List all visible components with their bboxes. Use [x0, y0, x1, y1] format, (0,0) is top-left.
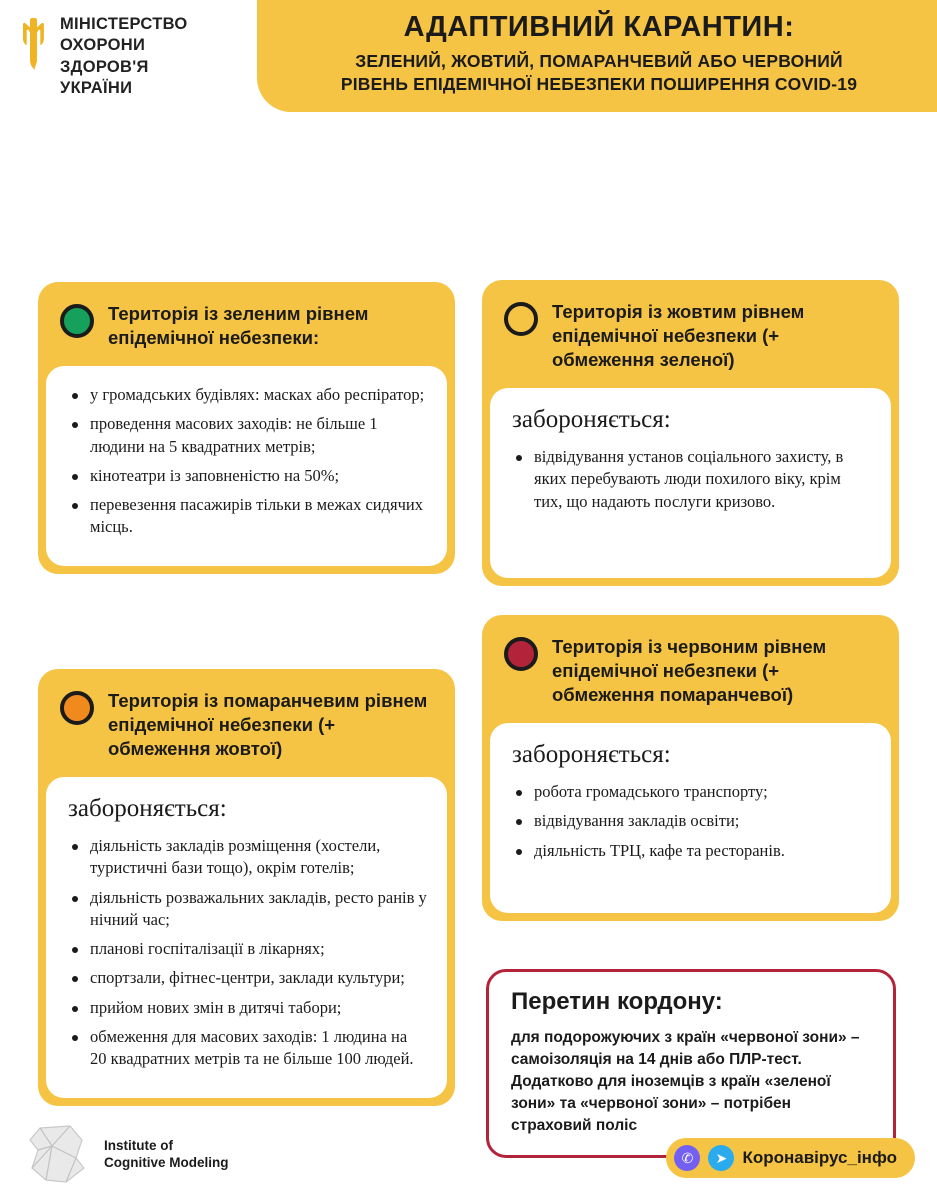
list-item: діяльність закладів розміщення (хостели, туристичні бази тощо), окрім готелів; [68, 835, 427, 880]
card-yellow-level [482, 280, 899, 586]
card-green-level [38, 282, 455, 574]
card-orange-ban-label: забороняється: [68, 795, 227, 823]
banner-subtitle-line-2: РІВЕНЬ ЕПІДЕМІЧНОЇ НЕБЕЗПЕКИ ПОШИРЕННЯ COVID-19 [340, 74, 858, 95]
card-red-level [482, 615, 899, 921]
list-item: робота громадського транспорту; [512, 781, 871, 803]
card-red-ban-label: забороняється: [512, 741, 671, 769]
icm-line-1: Institute of [104, 1138, 173, 1154]
page-footer [0, 1088, 937, 1200]
list-item: проведення масових заходів: не більше 1 людини на 5 квадратних метрів; [68, 413, 427, 458]
card-yellow-body [490, 388, 891, 578]
card-orange-level [38, 669, 455, 1106]
ukraine-trident-icon [18, 18, 52, 70]
list-item: відвідування закладів освіти; [512, 810, 871, 832]
ministry-line-1: МІНІСТЕРСТВО [60, 15, 188, 33]
card-yellow-title: Територія із жовтим рівнем епідемічної небезпеки (+ обмеження зеленої) [552, 301, 805, 371]
list-item: перевезення пасажирів тільки в межах сидячих місць. [68, 494, 427, 539]
banner-title: АДАПТИВНИЙ КАРАНТИН: [403, 11, 795, 43]
ministry-line-2: ОХОРОНИ [60, 36, 146, 55]
card-green-body [46, 366, 447, 566]
list-item: кінотеатри із заповненістю на 50%; [68, 465, 427, 487]
icm-name [104, 1138, 229, 1172]
ministry-line-4: УКРАЇНИ [60, 79, 133, 98]
card-red-body [490, 723, 891, 913]
telegram-icon[interactable]: ➤ [708, 1145, 734, 1171]
viber-icon[interactable]: ✆ [674, 1145, 700, 1171]
card-yellow-ban-label: забороняється: [512, 406, 671, 434]
card-border-title: Перетин кордону: [511, 988, 723, 1015]
list-item: діяльність ТРЦ, кафе та ресторанів. [512, 840, 871, 862]
list-item: діяльність розважальних закладів, ресто ранів у нічний час; [68, 887, 427, 932]
list-item: у громадських будівлях: масках або респіратор; [68, 384, 427, 406]
red-level-dot [504, 637, 538, 671]
ministry-name [60, 14, 188, 100]
card-border-text: для подорожуючих з країн «червоної зони» – самоізоляція на 14 днів або ПЛР-тест. Додатково для іноземців з країн «зеленої зони» та «червоної зони» – потрібен страховий поліс [511, 1029, 860, 1134]
ministry-line-3: ЗДОРОВ'Я [60, 57, 149, 76]
list-item: обмеження для масових заходів: 1 людина на 20 квадратних метрів та не більше 100 людей. [68, 1026, 427, 1071]
list-item: спортзали, фітнес-центри, заклади культури; [68, 967, 427, 989]
banner-subtitle [279, 50, 919, 96]
card-green-title: Територія із зеленим рівнем епідемічної небезпеки: [108, 303, 369, 349]
icm-branding [26, 1124, 229, 1186]
banner-subtitle-line-1: ЗЕЛЕНИЙ, ЖОВТИЙ, ПОМАРАНЧЕВИЙ АБО ЧЕРВОНИЙ [355, 51, 843, 72]
orange-level-dot [60, 691, 94, 725]
coronavirus-info-channel[interactable] [666, 1138, 915, 1178]
channel-label: Коронавірус_інфо [742, 1148, 897, 1167]
card-yellow-header [482, 280, 899, 388]
yellow-level-dot [504, 302, 538, 336]
crumpled-paper-logo [26, 1124, 92, 1186]
card-red-header [482, 615, 899, 723]
page-header [0, 0, 937, 118]
header-banner [257, 0, 937, 112]
green-level-dot [60, 304, 94, 338]
icm-line-2: Cognitive Modeling [104, 1155, 229, 1170]
card-orange-body [46, 777, 447, 1097]
card-red-title: Територія із червоним рівнем епідемічної небезпеки (+ обмеження помаранчевої) [552, 636, 827, 706]
card-yellow-list [512, 446, 871, 513]
ministry-branding [18, 14, 188, 100]
card-red-list [512, 781, 871, 862]
card-green-list [68, 384, 427, 539]
card-orange-list [68, 835, 427, 1070]
card-orange-title: Територія із помаранчевим рівнем епідемічної небезпеки (+ обмеження жовтої) [108, 690, 428, 760]
list-item: відвідування установ соціального захисту, в яких перебувають люди похилого віку, крім тих, що надають послуги кризово. [512, 446, 871, 513]
list-item: планові госпіталізації в лікарнях; [68, 938, 427, 960]
list-item: прийом нових змін в дитячі табори; [68, 997, 427, 1019]
card-orange-header [38, 669, 455, 777]
card-green-header [38, 282, 455, 366]
